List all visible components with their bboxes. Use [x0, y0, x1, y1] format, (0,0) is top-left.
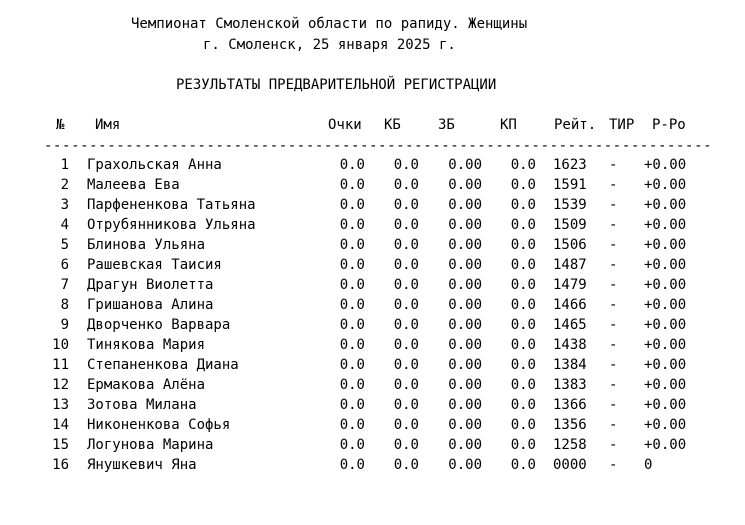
cell-points: 0.0	[339, 457, 365, 473]
cell-tir: -	[609, 377, 618, 393]
cell-name: Отрубянникова Ульяна	[87, 217, 256, 233]
cell-zb: 0.00	[448, 237, 482, 253]
col-zb-header: ЗБ	[438, 117, 455, 133]
cell-name: Логунова Марина	[87, 437, 214, 453]
cell-kb: 0.0	[393, 177, 419, 193]
cell-points: 0.0	[339, 277, 365, 293]
section-title: РЕЗУЛЬТАТЫ ПРЕДВАРИТЕЛЬНОЙ РЕГИСТРАЦИИ	[176, 77, 497, 93]
table-row	[0, 195, 745, 215]
cell-tir: -	[609, 297, 618, 313]
cell-kp: 0.0	[510, 257, 536, 273]
cell-num: 12	[52, 377, 69, 393]
cell-name: Янушкевич Яна	[87, 457, 197, 473]
cell-tir: -	[609, 197, 618, 213]
cell-rating: 1509	[553, 217, 587, 233]
table-header	[0, 115, 745, 135]
cell-rro: +0.00	[644, 177, 687, 193]
cell-zb: 0.00	[448, 457, 482, 473]
cell-rro: +0.00	[644, 297, 687, 313]
cell-kp: 0.0	[510, 457, 536, 473]
page-subtitle: г. Смоленск, 25 января 2025 г.	[203, 37, 456, 53]
col-tir-header: ТИР	[609, 117, 635, 133]
table-row	[0, 435, 745, 455]
cell-points: 0.0	[339, 377, 365, 393]
col-rating-header: Рейт.	[554, 117, 597, 133]
cell-rating: 1258	[553, 437, 587, 453]
cell-tir: -	[609, 397, 618, 413]
cell-tir: -	[609, 337, 618, 353]
cell-kp: 0.0	[510, 237, 536, 253]
cell-zb: 0.00	[448, 257, 482, 273]
cell-rro: +0.00	[644, 337, 687, 353]
cell-kb: 0.0	[393, 457, 419, 473]
cell-rro: +0.00	[644, 357, 687, 373]
cell-name: Степаненкова Диана	[87, 357, 239, 373]
cell-kb: 0.0	[393, 397, 419, 413]
cell-num: 9	[60, 317, 69, 333]
cell-rro: +0.00	[644, 377, 687, 393]
cell-rro: +0.00	[644, 397, 687, 413]
col-points-header: Очки	[328, 117, 362, 133]
col-kb-header: КБ	[384, 117, 401, 133]
cell-tir: -	[609, 237, 618, 253]
cell-num: 8	[60, 297, 69, 313]
cell-zb: 0.00	[448, 317, 482, 333]
cell-kb: 0.0	[393, 257, 419, 273]
cell-kp: 0.0	[510, 177, 536, 193]
table-row	[0, 235, 745, 255]
cell-tir: -	[609, 417, 618, 433]
cell-name: Никоненкова Софья	[87, 417, 231, 433]
table-row	[0, 295, 745, 315]
col-num-header: №	[56, 117, 65, 133]
cell-rating: 1356	[553, 417, 587, 433]
cell-num: 4	[60, 217, 69, 233]
cell-rating: 1438	[553, 337, 587, 353]
table-row	[0, 215, 745, 235]
cell-kp: 0.0	[510, 357, 536, 373]
table-divider: --------------------------------------------------------------------------	[44, 138, 713, 154]
col-name-header: Имя	[95, 117, 121, 133]
cell-kb: 0.0	[393, 217, 419, 233]
cell-kb: 0.0	[393, 277, 419, 293]
cell-zb: 0.00	[448, 297, 482, 313]
cell-kb: 0.0	[393, 337, 419, 353]
table-row	[0, 175, 745, 195]
cell-zb: 0.00	[448, 177, 482, 193]
cell-rro: +0.00	[644, 417, 687, 433]
cell-name: Парфененкова Татьяна	[87, 197, 256, 213]
cell-tir: -	[609, 177, 618, 193]
cell-name: Драгун Виолетта	[87, 277, 214, 293]
cell-points: 0.0	[339, 157, 365, 173]
cell-rating: 1591	[553, 177, 587, 193]
table-row	[0, 275, 745, 295]
cell-tir: -	[609, 317, 618, 333]
cell-kb: 0.0	[393, 437, 419, 453]
cell-rating: 1366	[553, 397, 587, 413]
cell-zb: 0.00	[448, 277, 482, 293]
cell-points: 0.0	[339, 357, 365, 373]
table-row	[0, 375, 745, 395]
cell-name: Дворченко Варвара	[87, 317, 231, 333]
table-row	[0, 355, 745, 375]
cell-rro: +0.00	[644, 257, 687, 273]
cell-num: 6	[60, 257, 69, 273]
cell-rating: 1539	[553, 197, 587, 213]
cell-rro: +0.00	[644, 437, 687, 453]
col-rro-header: Р-Ро	[652, 117, 686, 133]
cell-points: 0.0	[339, 437, 365, 453]
cell-rating: 0000	[553, 457, 587, 473]
cell-tir: -	[609, 437, 618, 453]
cell-num: 2	[60, 177, 69, 193]
cell-name: Гришанова Алина	[87, 297, 214, 313]
cell-num: 11	[52, 357, 69, 373]
cell-num: 7	[60, 277, 69, 293]
cell-num: 1	[60, 157, 69, 173]
cell-zb: 0.00	[448, 377, 482, 393]
cell-num: 13	[52, 397, 69, 413]
cell-num: 16	[52, 457, 69, 473]
table-row	[0, 155, 745, 175]
cell-rro: +0.00	[644, 157, 687, 173]
cell-kp: 0.0	[510, 297, 536, 313]
cell-points: 0.0	[339, 217, 365, 233]
cell-kp: 0.0	[510, 217, 536, 233]
cell-rating: 1623	[553, 157, 587, 173]
cell-points: 0.0	[339, 297, 365, 313]
cell-rating: 1479	[553, 277, 587, 293]
cell-name: Тинякова Мария	[87, 337, 206, 353]
cell-kb: 0.0	[393, 237, 419, 253]
cell-tir: -	[609, 157, 618, 173]
cell-rating: 1384	[553, 357, 587, 373]
cell-tir: -	[609, 357, 618, 373]
cell-points: 0.0	[339, 417, 365, 433]
cell-rro: 0	[644, 457, 653, 473]
cell-tir: -	[609, 277, 618, 293]
table-row	[0, 255, 745, 275]
table-body	[0, 155, 745, 475]
cell-name: Зотова Милана	[87, 397, 197, 413]
cell-kp: 0.0	[510, 377, 536, 393]
cell-kp: 0.0	[510, 317, 536, 333]
cell-points: 0.0	[339, 397, 365, 413]
cell-kb: 0.0	[393, 377, 419, 393]
cell-kp: 0.0	[510, 197, 536, 213]
cell-points: 0.0	[339, 337, 365, 353]
cell-num: 14	[52, 417, 69, 433]
cell-zb: 0.00	[448, 417, 482, 433]
cell-zb: 0.00	[448, 397, 482, 413]
cell-tir: -	[609, 217, 618, 233]
cell-kb: 0.0	[393, 157, 419, 173]
cell-zb: 0.00	[448, 217, 482, 233]
cell-name: Рашевская Таисия	[87, 257, 222, 273]
cell-zb: 0.00	[448, 357, 482, 373]
table-row	[0, 335, 745, 355]
cell-num: 5	[60, 237, 69, 253]
cell-num: 15	[52, 437, 69, 453]
cell-rro: +0.00	[644, 237, 687, 253]
cell-kp: 0.0	[510, 397, 536, 413]
cell-rro: +0.00	[644, 317, 687, 333]
cell-kb: 0.0	[393, 417, 419, 433]
cell-kb: 0.0	[393, 357, 419, 373]
cell-points: 0.0	[339, 257, 365, 273]
cell-kb: 0.0	[393, 297, 419, 313]
cell-rro: +0.00	[644, 197, 687, 213]
cell-points: 0.0	[339, 197, 365, 213]
cell-zb: 0.00	[448, 337, 482, 353]
cell-points: 0.0	[339, 237, 365, 253]
cell-kp: 0.0	[510, 417, 536, 433]
cell-zb: 0.00	[448, 197, 482, 213]
cell-rating: 1465	[553, 317, 587, 333]
cell-name: Ермакова Алёна	[87, 377, 206, 393]
cell-rating: 1506	[553, 237, 587, 253]
col-kp-header: КП	[500, 117, 517, 133]
page-title: Чемпионат Смоленской области по рапиду. Женщины	[131, 16, 528, 32]
table-row	[0, 455, 745, 475]
cell-zb: 0.00	[448, 157, 482, 173]
cell-zb: 0.00	[448, 437, 482, 453]
cell-rro: +0.00	[644, 277, 687, 293]
table-row	[0, 315, 745, 335]
cell-points: 0.0	[339, 317, 365, 333]
cell-tir: -	[609, 257, 618, 273]
cell-tir: -	[609, 457, 618, 473]
cell-num: 3	[60, 197, 69, 213]
cell-points: 0.0	[339, 177, 365, 193]
cell-rating: 1487	[553, 257, 587, 273]
cell-rating: 1383	[553, 377, 587, 393]
table-row	[0, 415, 745, 435]
cell-kp: 0.0	[510, 277, 536, 293]
cell-rating: 1466	[553, 297, 587, 313]
cell-rro: +0.00	[644, 217, 687, 233]
cell-name: Блинова Ульяна	[87, 237, 206, 253]
cell-name: Грахольская Анна	[87, 157, 222, 173]
cell-kb: 0.0	[393, 317, 419, 333]
cell-kb: 0.0	[393, 197, 419, 213]
cell-kp: 0.0	[510, 157, 536, 173]
cell-kp: 0.0	[510, 437, 536, 453]
table-row	[0, 395, 745, 415]
cell-name: Малеева Ева	[87, 177, 180, 193]
cell-kp: 0.0	[510, 337, 536, 353]
cell-num: 10	[52, 337, 69, 353]
